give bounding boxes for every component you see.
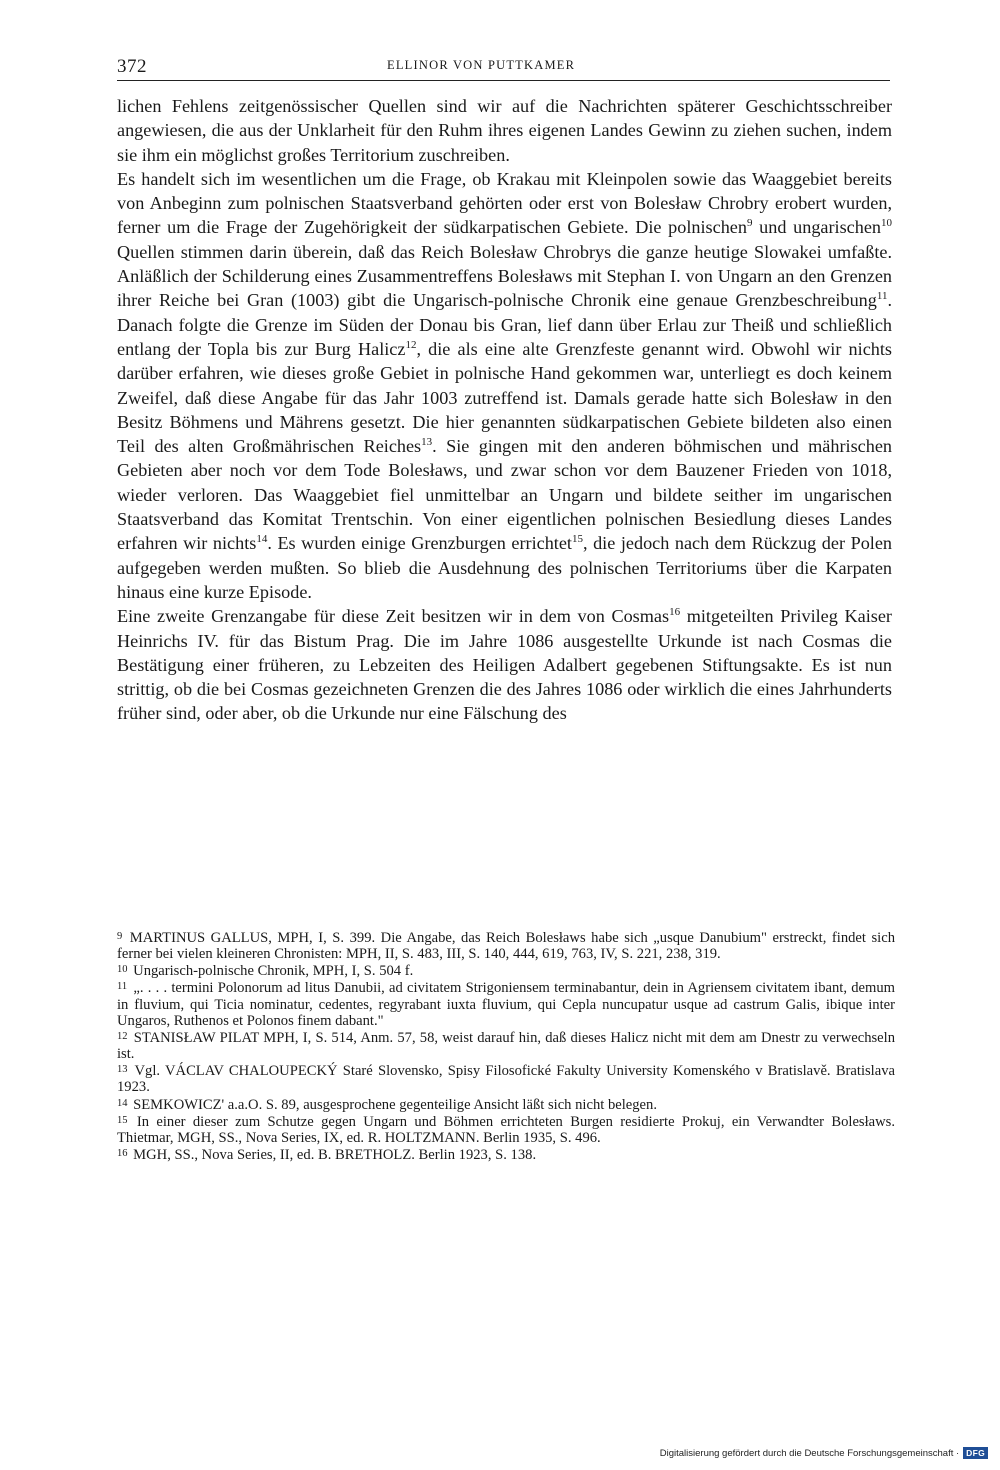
footnote-number: 13 [117, 1064, 128, 1076]
footnote [117, 1062, 895, 1095]
footnote-text: STANISŁAW PILAT MPH, I, S. 514, Anm. 57, 58, weist darauf hin, daß dieses Halicz nicht mit dem am Dnestr zu verwechseln ist. [117, 1029, 895, 1063]
footnote-ref: 10 [881, 217, 892, 230]
footnote-ref: 15 [572, 533, 583, 546]
footnote-ref: 12 [405, 338, 417, 351]
funding-notice [660, 1447, 988, 1459]
footnote-ref: 16 [669, 606, 681, 619]
footnote [117, 1146, 895, 1163]
footnote-text: Ungarisch-polnische Chronik, MPH, I, S. 504 f. [133, 963, 414, 980]
footnote-number: 10 [117, 964, 128, 976]
footnote-number: 15 [117, 1114, 128, 1126]
footnote-number: 11 [117, 981, 128, 993]
footnotes [117, 929, 895, 1163]
footnote [117, 1096, 895, 1113]
paragraph: Eine zweite Grenzangabe für diese Zeit besitzen wir in dem von Cosmas$^{16}$ mitgeteilten Privileg Kaiser Heinrichs IV. für das Bistum Prag. Die im Jahre 1086 ausgestellte Urkunde ist nach Cosmas die Bestätigung einer früheren, zu Lebzeiten des Heiligen Adalbert gegebenen Stiftungsakte. Es ist nun strittig, ob die bei Cosmas gezeichneten Grenzen die des Jahres 1086 oder wirklich die eines Jahrhunderts früher sind, oder aber, ob die Urkunde nur eine Fälschung des [117, 606, 892, 724]
footnote-ref: 14 [256, 533, 268, 546]
footnote-number: 14 [117, 1097, 128, 1109]
page-header [117, 52, 890, 81]
footnote-text: „. . . . termini Polonorum ad litus Danubii, ad civitatem Strigoniensem terminabantur, dein in Agriensem civitatem ibant, demum in fluvium, qui Ticia nominatur, cedentes, regyrabant iuxta fluvium, qui Cepla nuncupatur usque ad castrum Galis, ibique inter Ungaros, Ruthenos et Polonos finem dabant." [117, 980, 896, 1029]
footnote-text: MARTINUS GALLUS, MPH, I, S. 399. Die Angabe, das Reich Bolesławs habe sich „usque Danubium" erstreckt, findet sich ferner bei vielen kleineren Chronisten: MPH, II, S. 483, III, S. 140, 444, 619, 763, IV, S. 221, 238, 319. [117, 930, 895, 963]
footnote [117, 979, 895, 1028]
footnote-number: 16 [117, 1148, 128, 1160]
footnote [117, 962, 895, 979]
main-text [117, 94, 892, 726]
footnote-ref: 11 [876, 290, 888, 303]
footnote-number: 9 [117, 931, 123, 942]
paragraph: Es handelt sich im wesentlichen um die Frage, ob Krakau mit Kleinpolen sowie das Waaggebiet bereits von Anbeginn zum polnischen Staatsverband gehörten oder erst von Bolesław Chrobry erobert wurden, ferner um die Frage der Zugehörigkeit der südkarpatischen Gebiete. Die polnischen$^9$ und ungarischen$^{10}$ Quellen stimmen darin überein, daß das Reich Bolesław Chrobrys die ganze heutige Slowakei umfaßte. Anläßlich der Schilderung eines Zusammentreffens Bolesławs mit Stephan I. von Ungarn an den Grenzen ihrer Reiche bei Gran (1003) gibt die Ungarisch-polnische Chronik eine genaue Grenzbeschreibung$^{11}$. Danach folgte die Grenze im Süden der Donau bis Gran, lief dann über Erlau zur Theiß und schließlich entlang der Topla bis zur Burg Halicz$^{12}$, die als eine alte Grenzfeste genannt wird. Obwohl wir nichts darüber erfahren, wie dieses große Gebiet in polnische Hand gekommen war, unterliegt es doch keinem Zweifel, daß diese Angabe für das Jahr 1003 zutreffend ist. Damals gerade hatte sich Bolesław in den Besitz Böhmens und Mährens gesetzt. Die hier genannten südkarpatischen Gebiete bildeten also einen Teil des alten Großmährischen Reiches$^{13}$. Sie gingen mit den anderen böhmischen und mährischen Gebieten aber noch vor dem Tode Bolesławs, und zwar schon vor dem Bauzener Frieden von 1018, wieder verloren. Das Waaggebiet fiel unmittelbar an Ungarn und bildete seither im ungarischen Staatsverband das Komitat Trentschin. Von einer eigentlichen polnischen Besiedlung dieses Landes erfahren wir nichts$^{14}$. Es wurden einige Grenzburgen errichtet$^{15}$, die jedoch nach dem Rückzug der Polen aufgegeben werden mußten. So blieb die Ausdehnung des polnischen Territoriums über die Karpaten hinaus eine kurze Episode. [117, 168, 893, 602]
footnote-text: SEMKOWICZ' a.a.O. S. 89, ausgesprochene gegenteilige Ansicht läßt sich nicht belegen. [133, 1096, 657, 1113]
footnote [117, 1113, 895, 1146]
footnote-ref: 13 [421, 436, 433, 449]
footnote-text: Vgl. VÁCLAV CHALOUPECKÝ Staré Slovensko, Spisy Filosofické Fakulty University Komenského v Bratislavě. Bratislava 1923. [117, 1063, 895, 1096]
page-number: 372 [117, 56, 147, 77]
funding-text: Digitalisierung gefördert durch die Deutsche Forschungsgemeinschaft · [659, 1447, 960, 1459]
dfg-logo: DFG [963, 1447, 988, 1459]
footnote-ref: 9 [746, 217, 753, 230]
running-title: ELLINOR VON PUTTKAMER [387, 58, 576, 72]
footnote [117, 929, 895, 962]
footnote-number: 12 [117, 1030, 128, 1042]
paragraph: lichen Fehlens zeitgenössischer Quellen sind wir auf die Nachrichten späterer Geschichtsschreiber angewiesen, die aus der Unklarheit für den Ruhm ihres eigenen Landes Gewinn zu ziehen suchen, indem sie ihm ein möglichst großes Territorium zuschreiben. [117, 96, 892, 165]
footnote-text: MGH, SS., Nova Series, II, ed. B. BRETHOLZ. Berlin 1923, S. 138. [133, 1147, 537, 1164]
footnote-text: In einer dieser zum Schutze gegen Ungarn und Böhmen errichteten Burgen residierte Prokuj, ein Verwandter Bolesławs. Thietmar, MGH, SS., Nova Series, IX, ed. R. HOLTZMANN. Berlin 1935, S. 496. [117, 1113, 895, 1146]
footnote [117, 1029, 895, 1062]
